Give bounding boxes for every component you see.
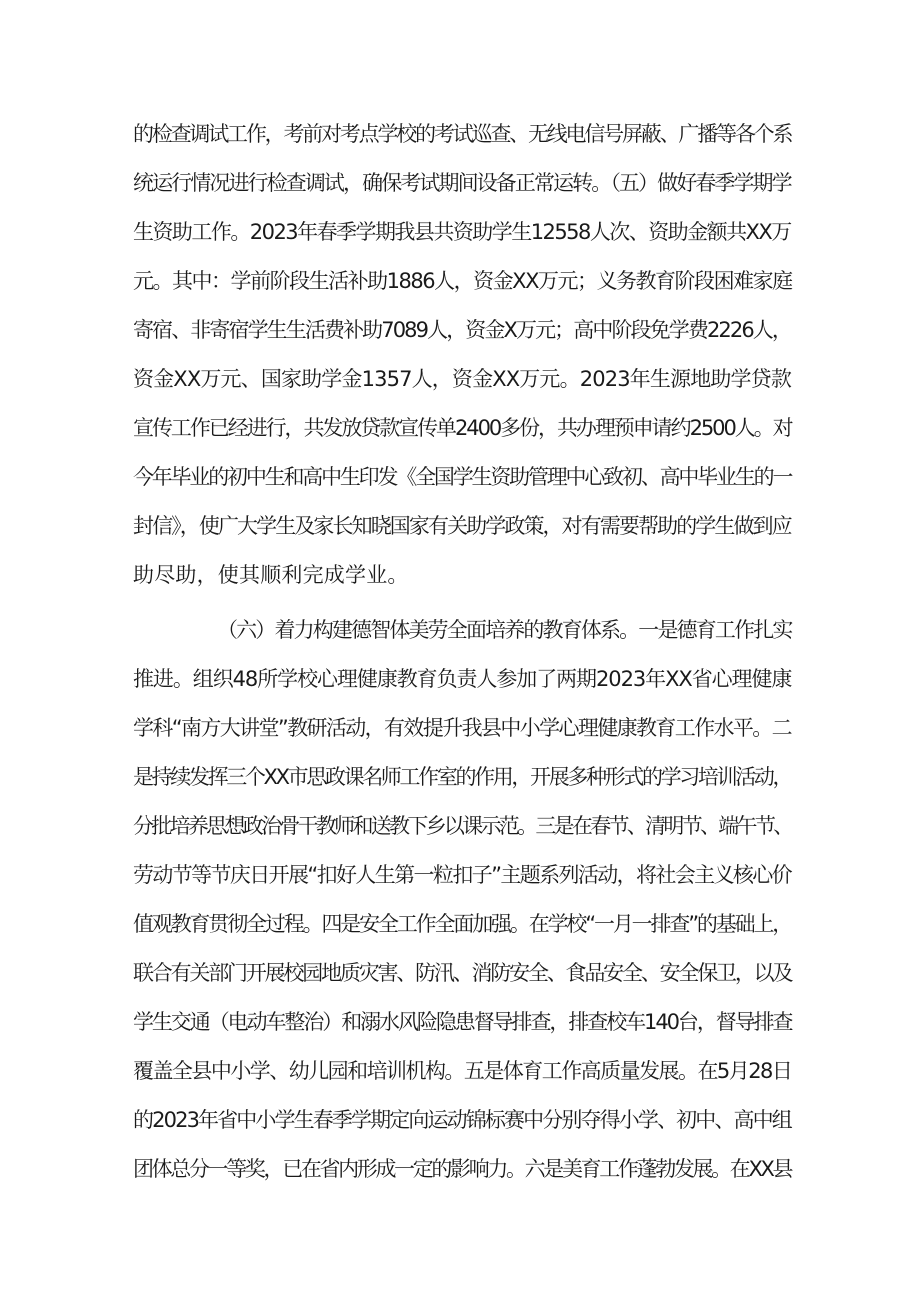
text-line: 劳动节等节庆日开展“扣好人生第一粒扣子”主题系列活动，将社会主义核心价 <box>133 863 792 887</box>
text-line: 覆盖全县中小学、幼儿园和培训机构。五是体育工作高质量发展。在5月28日 <box>133 1059 792 1083</box>
text-line: 今年毕业的初中生和高中生印发《全国学生资助管理中心致初、高中毕业生的一 <box>133 465 792 489</box>
text-line: 是持续发挥三个XX市思政课名师工作室的作用，开展多种形式的学习培训活动， <box>133 765 792 789</box>
text-line: 学生交通（电动车整治）和溺水风险隐患督导排查，排查校车140台，督导排查 <box>133 1010 792 1034</box>
text-line: 元。其中：学前阶段生活补助1886人，资金XX万元；义务教育阶段困难家庭 <box>133 269 792 293</box>
text-line: 助尽助，使其顺利完成学业。 <box>133 563 409 587</box>
text-line: 推进。组织48所学校心理健康教育负责人参加了两期2023年XX省心理健康 <box>133 667 792 691</box>
text-line: 寄宿、非寄宿学生生活费补助7089人，资金X万元；高中阶段免学费2226人， <box>133 318 791 342</box>
text-line: 资金XX万元、国家助学金1357人，资金XX万元。2023年生源地助学贷款 <box>133 367 791 391</box>
text-line: 联合有关部门开展校园地质灾害、防汛、消防安全、食品安全、安全保卫，以及 <box>133 961 792 985</box>
text-line: 值观教育贯彻全过程。四是安全工作全面加强。在学校“一月一排查”的基础上， <box>133 912 792 936</box>
text-line: 宣传工作已经进行，共发放贷款宣传单2400多份，共办理预申请约2500人。对 <box>133 416 792 440</box>
text-line: 分批培养思想政治骨干教师和送教下乡以课示范。三是在春节、清明节、端午节、 <box>133 814 792 838</box>
text-line: 的检查调试工作，考前对考点学校的考试巡查、无线电信号屏蔽、广播等各个系 <box>133 122 792 146</box>
text-line: 统运行情况进行检查调试，确保考试期间设备正常运转。（五）做好春季学期学 <box>133 171 791 195</box>
text-line: 学科“南方大讲堂”教研活动，有效提升我县中小学心理健康教育工作水平。二 <box>133 716 792 740</box>
text-line: 封信》，使广大学生及家长知晓国家有关助学政策，对有需要帮助的学生做到应 <box>133 514 791 538</box>
text-line: 生资助工作。2023年春季学期我县共资助学生12558人次、资助金额共XX万 <box>133 220 791 244</box>
text-line: 的2023年省中小学生春季学期定向运动锦标赛中分别夺得小学、初中、高中组 <box>133 1108 791 1132</box>
text-line: 团体总分一等奖，已在省内形成一定的影响力。六是美育工作蓬勃发展。在XX县 <box>133 1157 792 1181</box>
text-line: （六）着力构建德智体美劳全面培养的教育体系。一是德育工作扎实 <box>217 618 792 642</box>
